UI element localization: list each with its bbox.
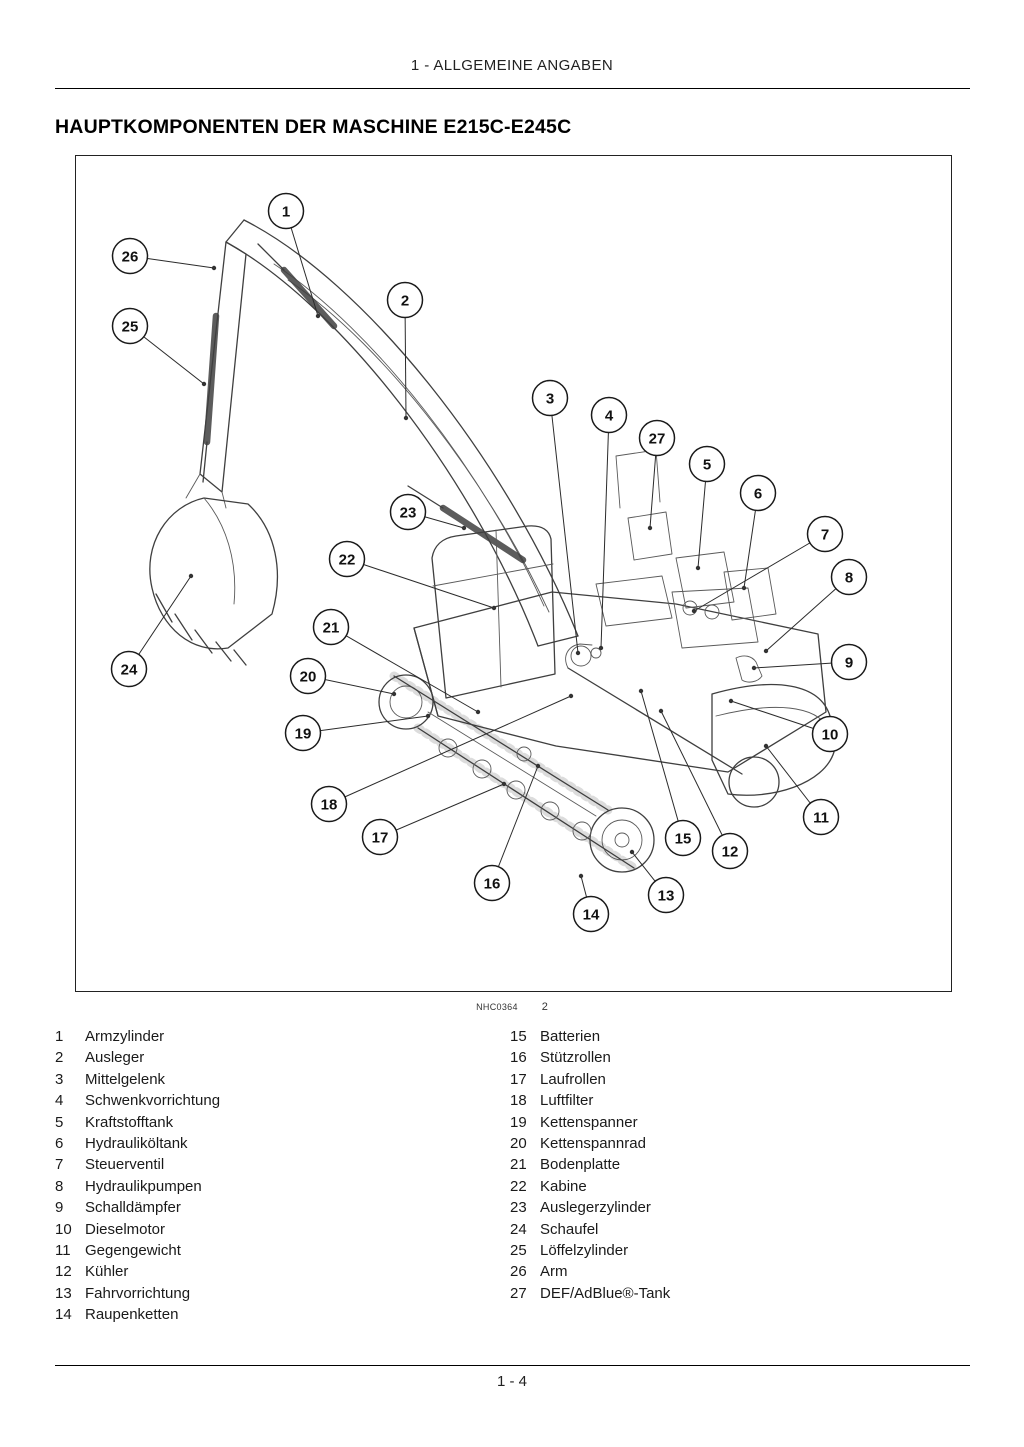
figure-caption-number: 2: [541, 1001, 548, 1013]
legend-item-8: [55, 1176, 510, 1197]
legend-item-number: 20: [510, 1135, 527, 1153]
legend-item-7: [55, 1154, 510, 1175]
legend-item-label: Dieselmotor: [85, 1220, 166, 1238]
legend-item-number: 15: [510, 1028, 527, 1045]
legend-item-label: Mittelgelenk: [85, 1070, 166, 1088]
legend-item-label: Batterien: [540, 1028, 601, 1045]
legend-item-number: 27: [510, 1284, 527, 1302]
callout-18: [312, 787, 347, 822]
callout-1: [269, 194, 304, 229]
callout-15: [666, 821, 701, 856]
legend-item-label: Hydrauliköltank: [85, 1135, 188, 1153]
legend-item-13: [55, 1283, 510, 1304]
figure-caption: [0, 997, 1024, 1015]
legend-item-number: 13: [55, 1284, 72, 1302]
figure-caption-code: NHC0364: [476, 1002, 518, 1012]
component-legend: [55, 1026, 970, 1326]
legend-item-number: 6: [55, 1135, 64, 1153]
callout-14: [574, 897, 609, 932]
legend-item-2: [55, 1047, 510, 1068]
footer-rule: [55, 1365, 970, 1366]
callout-6: [741, 476, 776, 511]
legend-item-label: Gegengewicht: [85, 1242, 181, 1260]
legend-item-number: 12: [55, 1263, 72, 1281]
callout-13: [649, 878, 684, 913]
legend-item-label: Schwenkvorrichtung: [85, 1092, 221, 1110]
legend-column-right: [510, 1026, 970, 1326]
callout-layer: [112, 194, 867, 932]
svg-text:13: 13: [657, 887, 675, 905]
legend-item-label: Kraftstofftank: [85, 1113, 174, 1131]
svg-text:24: 24: [120, 661, 138, 679]
legend-item-14: [55, 1304, 510, 1325]
svg-text:6: 6: [753, 485, 763, 503]
svg-text:11: 11: [813, 809, 829, 827]
legend-item-22: [510, 1176, 970, 1197]
svg-text:16: 16: [483, 875, 501, 893]
legend-item-label: Schalldämpfer: [85, 1199, 181, 1217]
svg-text:23: 23: [399, 504, 417, 522]
legend-item-number: 24: [510, 1220, 527, 1238]
legend-item-number: 5: [55, 1113, 64, 1131]
svg-text:14: 14: [582, 906, 600, 924]
legend-item-16: [510, 1047, 970, 1068]
svg-text:2: 2: [400, 292, 410, 310]
svg-text:27: 27: [648, 430, 666, 448]
callout-26: [113, 239, 148, 274]
callout-24: [112, 652, 147, 687]
legend-item-label: Fahrvorrichtung: [85, 1284, 191, 1302]
legend-item-1: [55, 1026, 510, 1047]
legend-item-number: 2: [55, 1049, 64, 1067]
legend-item-23: [510, 1197, 970, 1218]
legend-item-number: 21: [510, 1156, 527, 1174]
svg-text:21: 21: [322, 619, 340, 637]
callout-10: [813, 717, 848, 752]
legend-item-27: [510, 1283, 970, 1304]
legend-item-label: Raupenketten: [85, 1306, 179, 1324]
legend-item-10: [55, 1219, 510, 1240]
legend-item-11: [55, 1240, 510, 1261]
callout-4: [592, 398, 627, 433]
legend-item-label: Schaufel: [540, 1220, 599, 1238]
svg-text:10: 10: [821, 726, 839, 744]
callout-27: [640, 421, 675, 456]
legend-item-4: [55, 1090, 510, 1111]
legend-item-label: Löffelzylinder: [540, 1242, 629, 1260]
svg-text:20: 20: [299, 668, 317, 686]
legend-item-number: 18: [510, 1092, 527, 1110]
callout-5: [690, 447, 725, 482]
legend-item-label: Kettenspannrad: [540, 1135, 646, 1153]
legend-item-number: 11: [55, 1242, 71, 1260]
callout-16: [475, 866, 510, 901]
legend-item-12: [55, 1261, 510, 1282]
callout-20: [291, 659, 326, 694]
callout-12: [713, 834, 748, 869]
legend-item-number: 4: [55, 1092, 64, 1110]
legend-item-21: [510, 1154, 970, 1175]
legend-item-label: Laufrollen: [540, 1070, 606, 1088]
header-rule: [55, 88, 970, 89]
callout-22: [330, 542, 365, 577]
callout-21: [314, 610, 349, 645]
page-number: 1 - 4: [496, 1373, 527, 1390]
callout-8: [832, 560, 867, 595]
legend-item-26: [510, 1261, 970, 1282]
legend-item-number: 17: [510, 1070, 527, 1088]
legend-item-number: 26: [510, 1263, 527, 1281]
legend-item-label: Steuerventil: [85, 1156, 165, 1174]
legend-item-label: Hydraulikpumpen: [85, 1177, 202, 1195]
legend-item-label: DEF/AdBlue®-Tank: [540, 1284, 671, 1302]
legend-item-number: 16: [510, 1049, 527, 1067]
legend-item-5: [55, 1112, 510, 1133]
callout-7: [808, 517, 843, 552]
legend-item-number: 7: [55, 1156, 64, 1174]
excavator-line-art: [150, 220, 834, 872]
callout-9: [832, 645, 867, 680]
legend-item-15: [510, 1026, 970, 1047]
svg-text:17: 17: [371, 829, 389, 847]
legend-column-left: [55, 1026, 510, 1326]
legend-item-17: [510, 1069, 970, 1090]
svg-text:9: 9: [844, 654, 854, 672]
svg-text:26: 26: [121, 248, 139, 266]
legend-item-18: [510, 1090, 970, 1111]
callout-25: [113, 309, 148, 344]
svg-text:15: 15: [674, 830, 692, 848]
callout-3: [533, 381, 568, 416]
callout-23: [391, 495, 426, 530]
legend-item-label: Auslegerzylinder: [540, 1199, 651, 1217]
page-header: 1 - ALLGEMEINE ANGABEN: [410, 57, 614, 74]
legend-item-3: [55, 1069, 510, 1090]
legend-item-number: 25: [510, 1242, 527, 1260]
legend-item-label: Kabine: [540, 1177, 587, 1195]
svg-text:22: 22: [338, 551, 356, 569]
legend-item-label: Luftfilter: [540, 1092, 594, 1110]
legend-item-6: [55, 1133, 510, 1154]
legend-item-number: 1: [55, 1028, 64, 1045]
svg-text:25: 25: [121, 318, 139, 336]
svg-text:4: 4: [604, 407, 614, 425]
callout-17: [363, 820, 398, 855]
legend-item-label: Bodenplatte: [540, 1156, 621, 1174]
figure-frame: [75, 155, 952, 992]
legend-item-number: 19: [510, 1113, 527, 1131]
svg-text:12: 12: [721, 843, 739, 861]
page-title: HAUPTKOMPONENTEN DER MASCHINE E215C-E245C: [55, 116, 572, 138]
legend-item-label: Armzylinder: [85, 1028, 165, 1045]
callout-19: [286, 716, 321, 751]
legend-item-label: Kettenspanner: [540, 1113, 638, 1131]
legend-item-number: 10: [55, 1220, 72, 1238]
legend-item-number: 23: [510, 1199, 527, 1217]
svg-text:8: 8: [844, 569, 854, 587]
legend-item-number: 22: [510, 1177, 527, 1195]
legend-item-number: 3: [55, 1070, 64, 1088]
legend-item-24: [510, 1219, 970, 1240]
legend-item-25: [510, 1240, 970, 1261]
svg-text:18: 18: [320, 796, 338, 814]
svg-text:1: 1: [281, 203, 291, 221]
svg-text:19: 19: [294, 725, 312, 743]
legend-item-9: [55, 1197, 510, 1218]
legend-item-20: [510, 1133, 970, 1154]
legend-item-label: Arm: [540, 1263, 568, 1281]
legend-item-number: 14: [55, 1306, 72, 1324]
legend-item-number: 8: [55, 1177, 64, 1195]
svg-text:7: 7: [820, 526, 830, 544]
svg-text:5: 5: [702, 456, 712, 474]
legend-item-number: 9: [55, 1199, 64, 1217]
legend-item-19: [510, 1112, 970, 1133]
legend-item-label: Kühler: [85, 1263, 129, 1281]
svg-text:3: 3: [545, 390, 555, 408]
legend-item-label: Ausleger: [85, 1049, 145, 1067]
legend-item-label: Stützrollen: [540, 1049, 611, 1067]
figure-drawing: [76, 156, 951, 991]
callout-11: [804, 800, 839, 835]
callout-2: [388, 283, 423, 318]
